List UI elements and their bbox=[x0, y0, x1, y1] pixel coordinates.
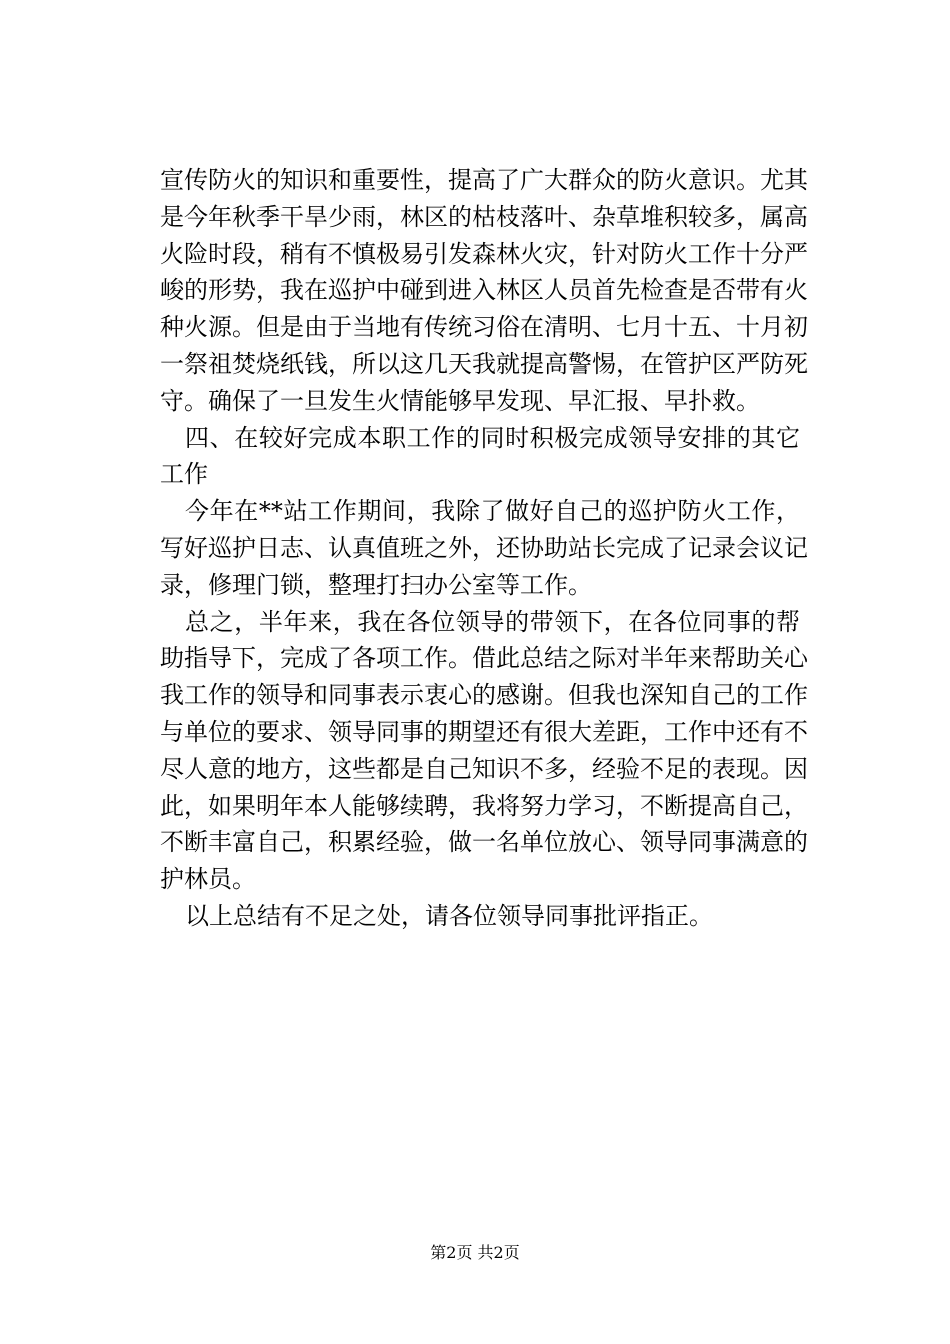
text-line: 一祭祖焚烧纸钱，所以这几天我就提高警惕，在管护区严防死 bbox=[160, 349, 808, 378]
text-line: 峻的形势，我在巡护中碰到进入林区人员首先检查是否带有火 bbox=[160, 276, 808, 305]
text-line: 火险时段，稍有不慎极易引发森林火灾，针对防火工作十分严 bbox=[160, 239, 808, 268]
section-heading: 工作 bbox=[160, 460, 208, 489]
body-text bbox=[160, 162, 808, 935]
text-line: 与单位的要求、领导同事的期望还有很大差距，工作中还有不 bbox=[160, 717, 808, 746]
text-line: 种火源。但是由于当地有传统习俗在清明、七月十五、十月初 bbox=[160, 313, 808, 342]
section-heading: 四、在较好完成本职工作的同时积极完成领导安排的其它 bbox=[185, 423, 800, 452]
text-line: 助指导下，完成了各项工作。借此总结之际对半年来帮助关心 bbox=[160, 644, 808, 673]
text-line: 宣传防火的知识和重要性，提高了广大群众的防火意识。尤其 bbox=[160, 166, 808, 194]
page-number: 第2页 共2页 bbox=[430, 1243, 520, 1262]
text-line: 以上总结有不足之处，请各位领导同事批评指正。 bbox=[185, 901, 713, 930]
text-line: 今年在**站工作期间，我除了做好自己的巡护防火工作， bbox=[185, 497, 800, 526]
text-line: 是今年秋季干旱少雨，林区的枯枝落叶、杂草堆积较多，属高 bbox=[160, 202, 808, 231]
text-line: 守。确保了一旦发生火情能够早发现、早汇报、早扑救。 bbox=[160, 386, 760, 415]
text-line: 总之，半年来，我在各位领导的带领下，在各位同事的帮 bbox=[185, 607, 800, 636]
text-line: 尽人意的地方，这些都是自己知识不多，经验不足的表现。因 bbox=[160, 754, 808, 783]
text-line: 此，如果明年本人能够续聘，我将努力学习，不断提高自己， bbox=[160, 791, 808, 820]
text-line: 不断丰富自己，积累经验，做一名单位放心、领导同事满意的 bbox=[160, 828, 808, 857]
page-footer bbox=[0, 1242, 950, 1264]
text-line: 录，修理门锁，整理打扫办公室等工作。 bbox=[160, 570, 592, 599]
text-line: 护林员。 bbox=[160, 865, 256, 894]
text-line: 写好巡护日志、认真值班之外，还协助站长完成了记录会议记 bbox=[160, 533, 808, 562]
text-line: 我工作的领导和同事表示衷心的感谢。但我也深知自己的工作 bbox=[160, 681, 808, 710]
